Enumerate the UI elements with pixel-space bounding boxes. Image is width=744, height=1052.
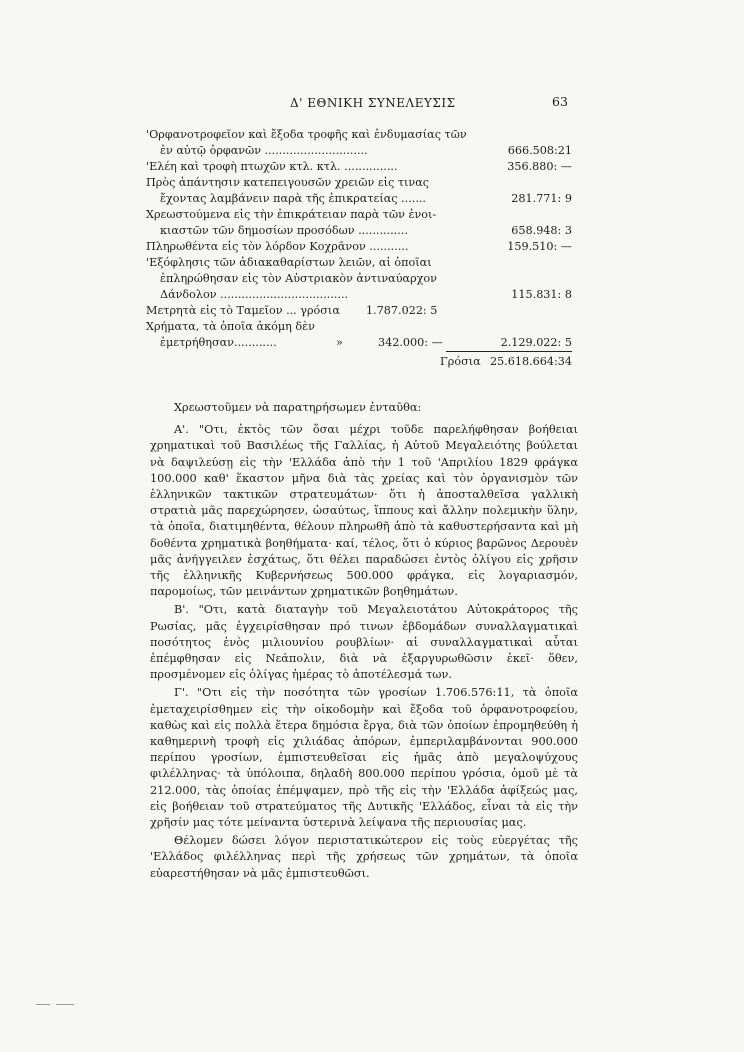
- ledger-row: [146, 175, 578, 191]
- ledger-item: Πληρωθέντα εἰς τὸν λόρδον Κοχρᾶνον ...........: [146, 240, 409, 253]
- ledger-item: 'Ελέη καὶ τροφὴ πτωχῶν κτλ. κτλ. ...............: [146, 160, 398, 173]
- unspent-row: [146, 319, 578, 335]
- treasury-value: 1.787.022: 5: [366, 304, 438, 317]
- paragraph-b: Β'. "Οτι, κατὰ διαταγὴν τοῦ Μεγαλειοτάτου Αὐτοκράτορος τῆς Ρωσίας, μᾶς ἐγχειρίσθησαν πρό τινων ἑβδομάδων συναλλαγματικαὶ ποσότητος ἑνὸς μιλιουνίου ρουβλίων· αἱ συναλλαγματικαὶ αὗται ἐπέμφθησαν εἰς Νεάπολιν, διὰ νὰ ἐξαργυρωθῶσιν ἐκεῖ· ὅθεν, προσμένομεν εἰς ὀλίγας ἡμέρας τὸ ἀποτέλεσμά των.: [150, 603, 578, 682]
- ledger-amount: 159.510: —: [507, 240, 572, 253]
- unspent-row: [146, 335, 578, 351]
- paragraph-d: Θέλομεν δώσει λόγον περιστατικώτερον εἰς τοὺς εὐεργέτας τῆς 'Ελλάδος φιλέλληνας περὶ τῆς χρήσεως τῶν χρημάτων, τὰ ὁποῖα εὐαρεστήθησαν νὰ μᾶς ἐμπιστευθῶσι.: [150, 834, 578, 880]
- scan-artifact: [36, 1004, 50, 1005]
- ledger-amount: 666.508:21: [507, 144, 572, 157]
- ledger-item: κιαστῶν τῶν δημοσίων προσόδων ..............: [160, 224, 408, 237]
- ledger-row: [146, 159, 578, 175]
- ledger-row: [146, 223, 578, 239]
- ledger-row: [146, 287, 578, 303]
- ledger-amount: 356.880: —: [507, 160, 572, 173]
- subtotal-amount: 2.129.022: 5: [500, 336, 572, 349]
- paragraph-c: Γ'. "Οτι εἰς τὴν ποσότητα τῶν γροσίων 1.706.576:11, τὰ ὁποῖα ἐμεταχειρίσθημεν εἰς τὴν οἰκοδομὴν καὶ ἔξοδα τοῦ ὀρφανοτροφείου, καθὼς καὶ εἰς πολλὰ ἕτερα δημόσια ἔργα, διὰ τῶν ὁποίων ἐπρομηθεύθη ἡ καθημερινὴ τροφὴ εἰς χιλιάδας ἀπόρων, ἐμπεριλαμβάνονται 900.000 περίπου γροσίων, ἐμπιστευθεῖσαι εἰς ἡμᾶς ἀπὸ μεγαλοψύχους φιλέλληνας· τὰ ὑπόλοιπα, δηλαδὴ 800.000 περίπου γρόσια, ὁμοῦ μὲ τὰ 212.000, τὰς ὁποίας ἐπέμψαμεν, πρὸ τῆς εἰς τὴν 'Ελλάδα ἀφίξεώς μας, εἰς βοήθειαν τοῦ στρατεύματος τῆς Δυτικῆς 'Ελλάδος, εἶναι τὰ εἰς τὴν χρῆσίν μας τότε μείναντα ὑστερινὰ λείψανα τῆς περιουσίας μας.: [150, 686, 578, 830]
- ledger-row: [146, 239, 578, 255]
- ledger-row: [146, 271, 578, 287]
- ledger-item: ἔχοντας λαμβάνειν παρὰ τῆς ἐπικρατείας .......: [160, 192, 426, 205]
- ledger-item: 'Εξόφλησις τῶν ἀδιακαθαρίστων λειῶν, αἱ ὁποῖαι: [146, 256, 432, 269]
- running-header: Δ' ΕΘΝΙΚΗ ΣΥΝΕΛΕΥΣΙΣ: [290, 96, 456, 110]
- ledger-item: ἐπληρώθησαν εἰς τὸν Αὐστριακὸν ἀντιναύαρχον: [160, 272, 437, 285]
- ledger-row: [146, 255, 578, 271]
- ledger-item: ἐν αὐτῷ ὀρφανῶν .............................: [160, 144, 368, 157]
- ledger-item: 'Ορφανοτροφεῖον καὶ ἔξοδα τροφῆς καὶ ἐνδυμασίας τῶν: [146, 128, 467, 141]
- total-rule: [446, 351, 572, 352]
- ledger-item: Πρὸς ἀπάντησιν κατεπειγουσῶν χρειῶν εἰς τινας: [146, 176, 430, 189]
- treasury-label: Μετρητὰ εἰς τὸ Ταμεῖον ... γρόσια: [146, 304, 340, 317]
- ledger-row: [146, 143, 578, 159]
- treasury-row: [146, 303, 578, 319]
- ledger-table: [146, 127, 578, 370]
- ledger-amount: 281.771: 9: [511, 192, 572, 205]
- ledger-item: Χρεωστούμενα εἰς τὴν ἐπικράτειαν παρὰ τῶν ἐνοι-: [146, 208, 437, 221]
- body-text: [150, 400, 578, 884]
- ledger-item: Δάνδολον ....................................: [160, 288, 349, 301]
- intro-paragraph: Χρεωστοῦμεν νὰ παρατηρήσωμεν ἐνταῦθα:: [174, 401, 422, 414]
- total-row: [146, 354, 578, 370]
- page-number: 63: [552, 94, 568, 109]
- paragraph-a: Α'. "Οτι, ἐκτὸς τῶν ὅσαι μέχρι τοῦδε παρελήφθησαν βοήθειαι χρηματικαὶ τοῦ Βασιλέως τῆς Γαλλίας, ἡ Αὐτοῦ Μεγαλειότης βούλεται νὰ δαψιλεύσῃ εἰς τὴν 'Ελλάδα ἀπὸ τὴν 1 τοῦ 'Απριλίου 1829 φράγκα 100.000 καθ' ἕκαστον μῆνα διὰ τὰς χρείας καὶ τὸν ὀργανισμὸν τῶν ἑλληνικῶν τακτικῶν στρατευμάτων· ὅτι ἡ ἀποσταλθεῖσα γαλλικὴ στρατιὰ μᾶς παρεχώρησεν, ὡσαύτως, ἵππους καὶ ἄλλην πολεμικὴν ὕλην, τὰ ὁποῖα, διατιμηθέντα, θέλουν πληρωθῆ ἀπὸ τὰ καθυστερήσαντα καὶ μὴ δοθέντα χρηματικὰ βοηθήματα· καί, τέλος, ὅτι ὁ κύριος βαρῶνος Δερουὲν μᾶς ἀνήγγειλεν ἐσχάτως, ὅτι θέλει παραδώσει ἐντὸς ὀλίγου εἰς χρῆσιν τῆς ἑλληνικῆς Κυβερνήσεως 500.000 φράγκα, εἰς λογαριασμόν, παρομοίως, τῶν μεινάντων χρηματικῶν βοηθημάτων.: [150, 423, 578, 599]
- ditto-mark: »: [336, 336, 343, 349]
- total-amount: 25.618.664:34: [489, 355, 572, 368]
- ledger-amount: 658.948: 3: [511, 224, 572, 237]
- ledger-row: [146, 127, 578, 143]
- total-label: Γρόσια: [440, 355, 481, 368]
- ledger-amount: 115.831: 8: [511, 288, 572, 301]
- ledger-row: [146, 191, 578, 207]
- unspent-label: Χρήματα, τὰ ὁποῖα ἀκόμη δὲν: [146, 320, 315, 333]
- unspent-value: 342.000: —: [378, 336, 443, 349]
- ledger-row: [146, 207, 578, 223]
- scan-artifact: [56, 1004, 74, 1005]
- unspent-label-cont: ἐμετρήθησαν............: [160, 336, 277, 349]
